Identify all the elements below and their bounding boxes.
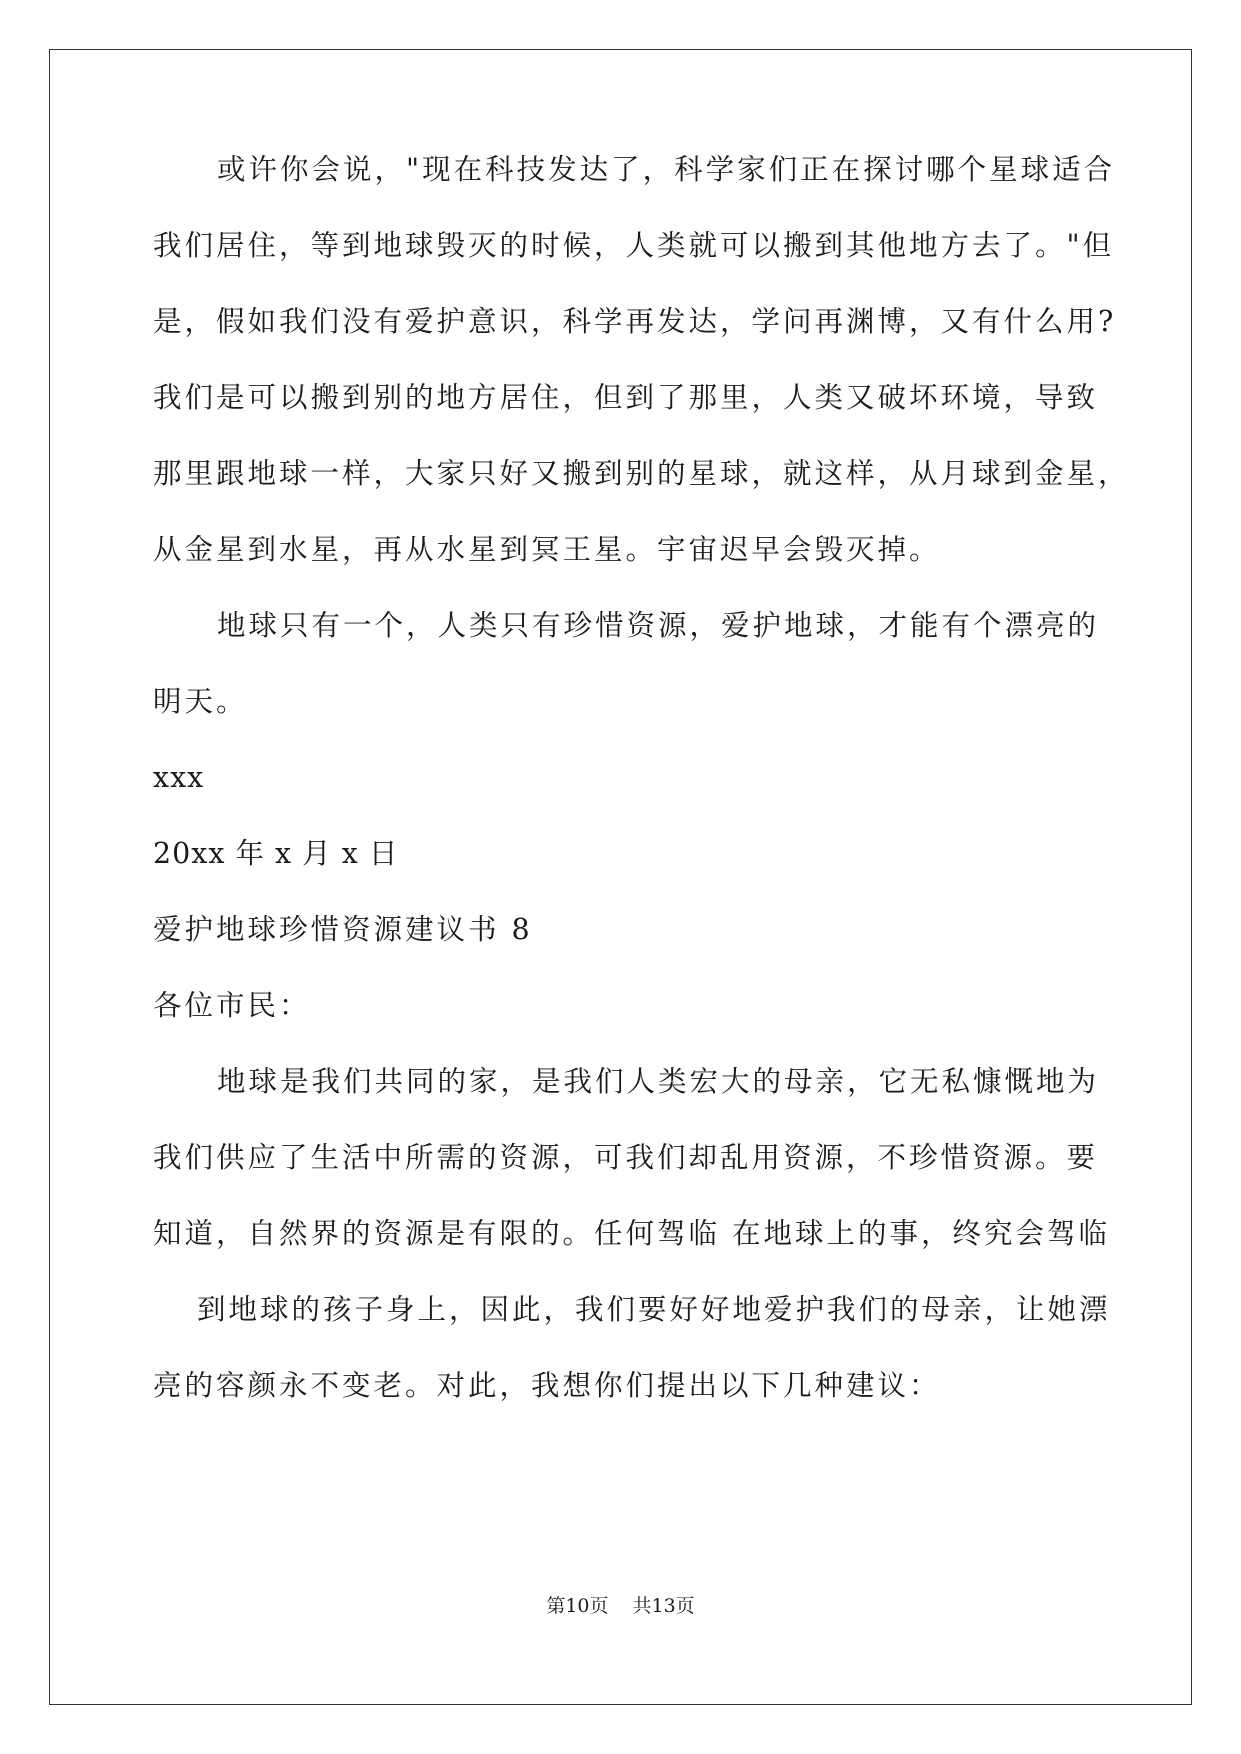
page-footer — [0, 1594, 1241, 1618]
paragraph-line: 地球只有一个，人类只有珍惜资源，爱护地球，才能有个漂亮的 — [217, 609, 1100, 642]
paragraph-line: 是，假如我们没有爱护意识，科学再发达，学问再渊博，又有什么用? — [153, 305, 1117, 338]
paragraph-line: 明天。 — [153, 685, 248, 718]
paragraph-line: 到地球的孩子身上，因此，我们要好好地爱护我们的母亲，让她漂 — [197, 1293, 1111, 1326]
paragraph-line: 我们居住，等到地球毁灭的时候，人类就可以搬到其他地方去了。"但 — [153, 229, 1115, 262]
signature-date: 20xx 年 x 月 x 日 — [153, 837, 399, 870]
paragraph-line: 我们是可以搬到别的地方居住，但到了那里，人类又破坏环境，导致 — [153, 381, 1099, 414]
current-page-number: 第10页 — [546, 1595, 609, 1617]
paragraph-line: 地球是我们共同的家，是我们人类宏大的母亲，它无私慷慨地为 — [217, 1065, 1100, 1098]
paragraph-line: 或许你会说，"现在科技发达了，科学家们正在探讨哪个星球适合 — [217, 153, 1116, 186]
paragraph-line: 我们供应了生活中所需的资源，可我们却乱用资源，不珍惜资源。要 — [153, 1141, 1099, 1174]
paragraph-line: 从金星到水星，再从水星到冥王星。宇宙迟早会毁灭掉。 — [153, 533, 941, 566]
signature-name: xxx — [153, 761, 205, 794]
paragraph-line: 知道，自然界的资源是有限的。任何驾临 在地球上的事，终究会驾临 — [153, 1217, 1111, 1250]
section-title: 爱护地球珍惜资源建议书 8 — [153, 913, 533, 946]
salutation: 各位市民： — [153, 989, 311, 1022]
page-border — [49, 49, 1192, 1705]
paragraph-line: 亮的容颜永不变老。对此，我想你们提出以下几种建议： — [153, 1369, 941, 1402]
total-page-count: 共13页 — [632, 1595, 695, 1617]
paragraph-line: 那里跟地球一样，大家只好又搬到别的星球，就这样，从月球到金星， — [153, 457, 1130, 490]
